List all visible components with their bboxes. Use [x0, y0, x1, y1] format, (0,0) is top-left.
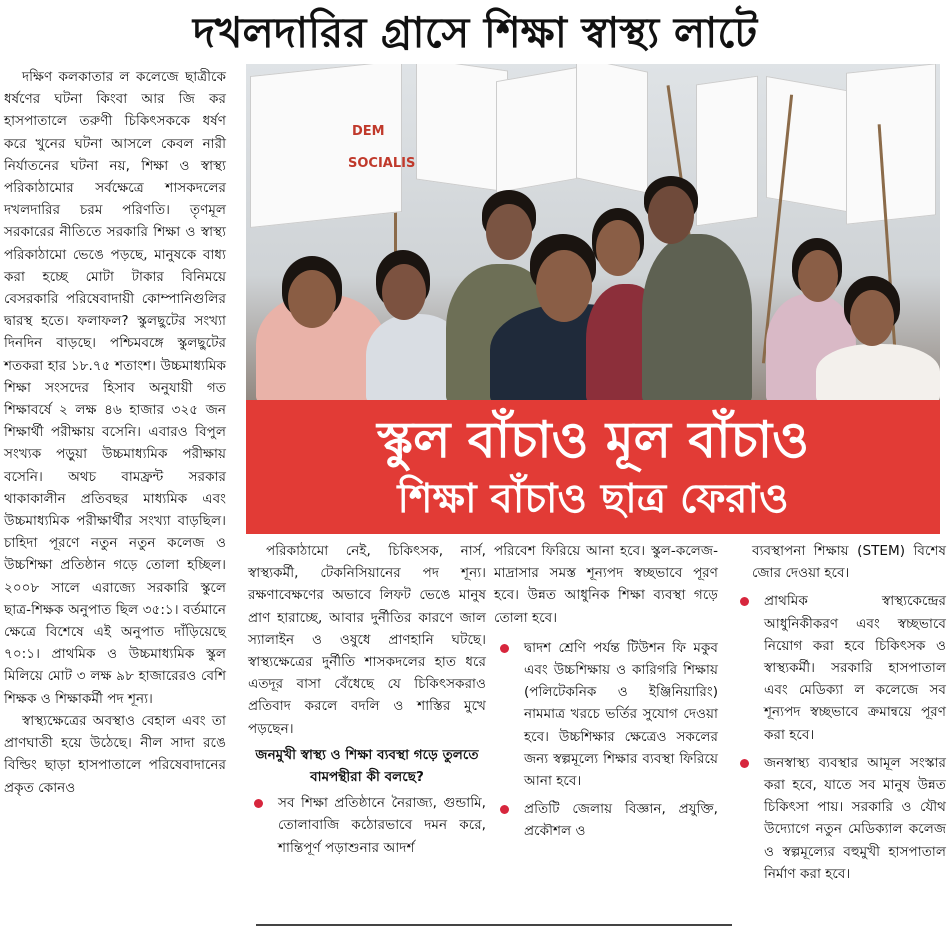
bullet-dot-icon — [254, 799, 263, 808]
bullet-item — [734, 590, 946, 745]
bullet-text: প্রতিটি জেলায় বিজ্ঞান, প্রযুক্তি, প্রকৌশল ও — [524, 801, 718, 840]
white-flag — [846, 64, 936, 225]
banner-line-1: স্কুল বাঁচাও মূল বাঁচাও — [377, 411, 809, 469]
bullet-item — [734, 752, 946, 885]
paragraph: পরিকাঠামো নেই, চিকিৎসক, নার্স, স্বাস্থ্যকর্মী, টেকনিসিয়ানের পদ শূন্য। রক্ষণাবেক্ষণের অভাবে লিফট ভেঙে মানুষ প্রাণ হারাচ্ছে, আবার দুর্নীতির কারণে জাল স্যালাইন ও ওষুধে প্রাণহানি ঘটছে। স্বাস্থ্যক্ষেত্রের দুর্নীতি শাসকদলের হাত ধরে এতদূর বাসা বেঁধেছে যে চিকিৎসকরাও প্রতিবাদ করলে বদলি ও শাস্তির মুখে পড়ছেন। — [248, 543, 486, 737]
bullet-dot-icon — [740, 597, 749, 606]
flag-text: DEM — [352, 124, 385, 139]
white-flag — [496, 67, 578, 193]
bullet-text: জনস্বাস্থ্য ব্যবস্থার আমূল সংস্কার করা হবে, যাতে সব মানুষ উন্নত চিকিৎসা পায়। সরকারি ও যৌথ উদ্যোগে নতুন মেডিক্যাল কলেজ ও স্বল্পমূল্যের বহুমুখী হাসপাতাল নির্মাণ করা হবে। — [764, 754, 946, 882]
white-flag — [696, 76, 758, 227]
headline: দখলদারির গ্রাসে শিক্ষা স্বাস্থ্য লাটে — [192, 8, 758, 57]
paragraph: পরিবেশ ফিরিয়ে আনা হবে। স্কুল-কলেজ-মাদ্রাসার সমস্ত শূন্যপদ স্বচ্ছভাবে পূরণ হবে। উন্নত আধুনিক শিক্ষা ব্যবস্থা গড়ে তোলা হবে। — [494, 543, 718, 626]
article-column-2 — [248, 540, 486, 859]
protest-banner — [246, 400, 940, 534]
bottom-rule — [256, 924, 732, 926]
article-column-3 — [494, 540, 718, 843]
subheading: জনমুখী স্বাস্থ্য ও শিক্ষা ব্যবস্থা গড়ে তুলতে বামপন্থীরা কী বলছে? — [255, 746, 479, 786]
white-flag — [250, 64, 402, 228]
banner-line-2: শিক্ষা বাঁচাও ছাত্র ফেরাও — [397, 476, 789, 522]
bullet-item — [248, 792, 486, 859]
flag-text: SOCIALIS — [348, 156, 416, 171]
article-column-4 — [734, 540, 946, 885]
bullet-dot-icon — [500, 644, 509, 653]
white-flag — [416, 64, 508, 192]
bullet-dot-icon — [740, 759, 749, 768]
bullet-item — [494, 798, 718, 842]
paragraph: ব্যবস্থাপনা শিক্ষায় (STEM) বিশেষ জোর দেওয়া হবে। — [752, 543, 946, 582]
bullet-text: দ্বাদশ শ্রেণি পর্যন্ত টিউশন ফি মকুব এবং উচ্চশিক্ষায় ও কারিগরি শিক্ষায় (পলিটেকনিক ও ইঞ্জিনিয়ারিং) নামমাত্র খরচে ভর্তির সুযোগ দেওয়া হবে। উচ্চশিক্ষার ক্ষেত্রেও সকলের জন্য স্বল্পমূল্যে শিক্ষার ব্যবস্থা ফিরিয়ে আনা হবে। — [524, 639, 718, 790]
bullet-dot-icon — [500, 805, 509, 814]
paragraph: দক্ষিণ কলকাতার ল কলেজে ছাত্রীকে ধর্ষণের ঘটনা কিংবা আর জি কর হাসপাতালে তরুণী চিকিৎসককে ধর্ষণ করে খুনের ঘটনা আসলে কেবল নারী নির্যাতনের ঘটনা নয়, শিক্ষা ও স্বাস্থ্য পরিকাঠামোর সর্বক্ষেত্রে শাসকদলের দখলদারির চরম পরিণতি। তৃণমূল সরকারের নীতিতে সরকারি শিক্ষা ও স্বাস্থ্য পরিকাঠামো ভেঙে পড়ছে, মানুষকে বাধ্য করা হচ্ছে মোটা টাকার বিনিময়ে বেসরকারি পরিষেবাদায়ী কোম্পানিগুলির দ্বারস্থ হতে। ফলাফল? স্কুলছুটের সংখ্যা দিনদিন বাড়ছে। পশ্চিমবঙ্গে স্কুলছুটের শতকরা হার ১৮.৭৫ শতাংশ। উচ্চমাধ্যমিক শিক্ষা সংসদের হিসাব অনুযায়ী গত শিক্ষাবর্ষে ২ লক্ষ ৪৬ হাজার ৩২৫ জন শিক্ষার্থী পরীক্ষায় বসেনি। এবারও বিপুল সংখ্যক পড়ুয়া উচ্চমাধ্যমিক পরীক্ষায় বসেনি। অথচ বামফ্রন্ট সরকার থাকাকালীন প্রতিবছর মাধ্যমিক এবং উচ্চমাধ্যমিক পরীক্ষার্থীর সংখ্যা বাড়ছিল। চাহিদা পূরণে নতুন নতুন কলেজ ও উচ্চশিক্ষা প্রতিষ্ঠান গড়ে তোলা হচ্ছিল। ২০০৮ সালে এরাজ্যে সরকারি স্কুলে ছাত্র-শিক্ষক অনুপাত ছিল ৩৫:১। বর্তমানে ক্ষেত্রে বিশেষে এই অনুপাত দাঁড়িয়েছে ৭০:১। প্রাথমিক ও উচ্চমাধ্যমিক স্কুল মিলিয়ে মোট ৩ লক্ষ ৯৮ হাজারেরও বেশি শিক্ষক ও শিক্ষাকর্মী পদ শূন্য। — [4, 69, 226, 707]
white-flag — [576, 64, 648, 194]
protest-photo — [246, 64, 940, 534]
bullet-text: সব শিক্ষা প্রতিষ্ঠানে নৈরাজ্য, গুন্ডামি, তোলাবাজি কঠোরভাবে দমন করে, শান্তিপূর্ণ পড়াশুনার আদর্শ — [278, 795, 486, 856]
paragraph: স্বাস্থ্যক্ষেত্রের অবস্থাও বেহাল এবং তা প্রাণঘাতী হয়ে উঠেছে। নীল সাদা রঙে বিল্ডিং ছাড়া হাসপাতালে পরিষেবাদানের প্রকৃত কোনও — [4, 712, 226, 796]
bullet-text: প্রাথমিক স্বাস্থ্যকেন্দ্রের আধুনিকীকরণ এবং স্বচ্ছভাবে নিয়োগ করা হবে চিকিৎসক ও স্বাস্থ্যকর্মী। সরকারি হাসপাতাল এবং মেডিক্যা ল কলেজে সব শূন্যপদ স্বচ্ছভাবে ক্রমান্বয়ে পূরণ করা হবে। — [764, 593, 946, 743]
bullet-item — [494, 637, 718, 792]
article-column-1 — [4, 66, 226, 799]
